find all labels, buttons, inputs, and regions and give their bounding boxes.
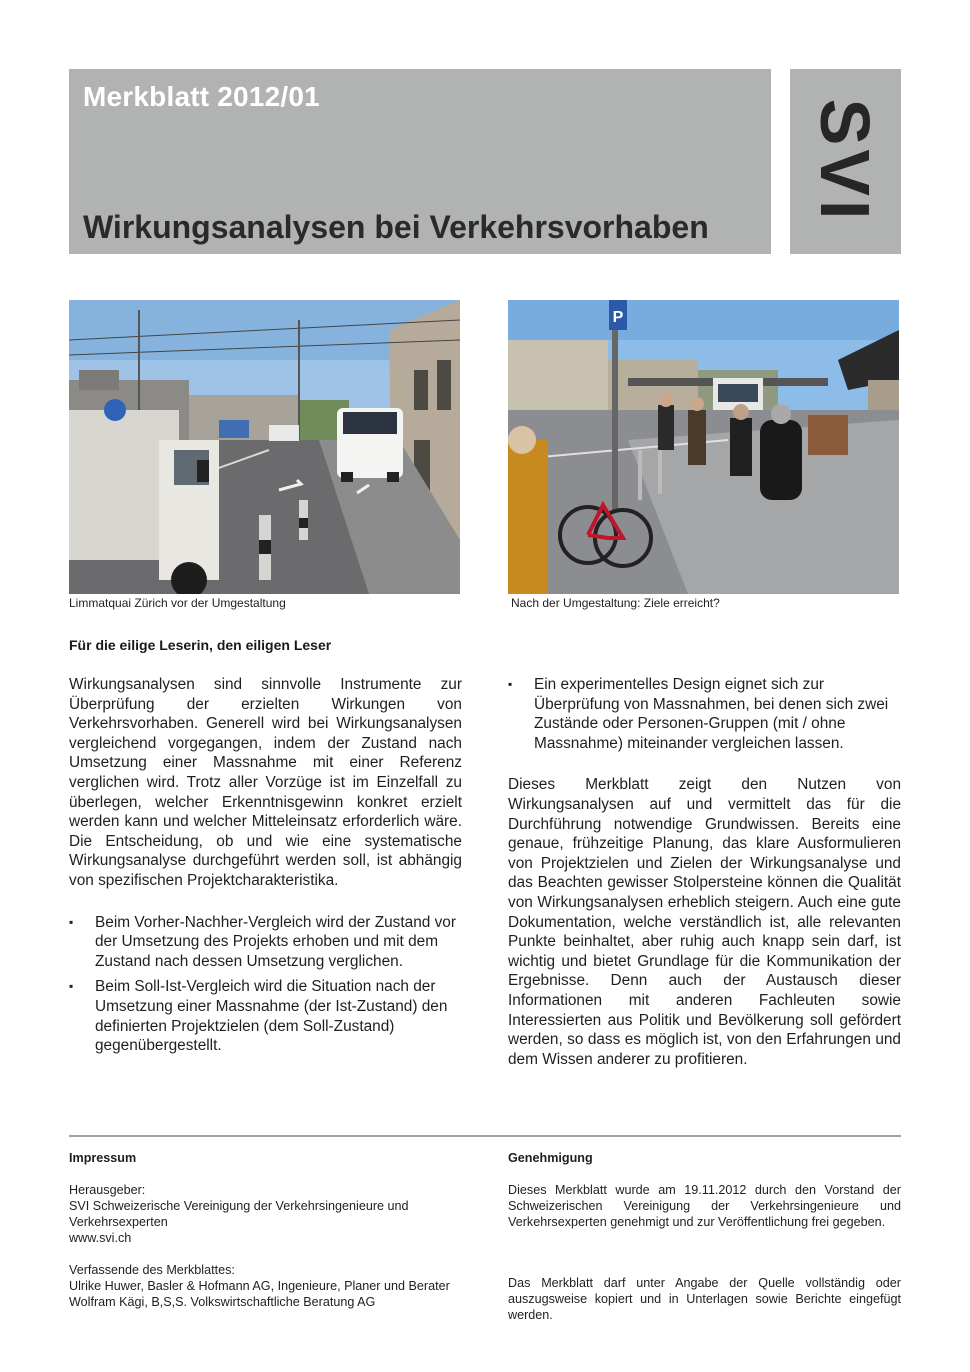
summary-left-paragraph: Wirkungsanalysen sind sinnvolle Instrumente zur Überprüfung der erzielten Wirkungen von Verkehrsvorhaben. Generell wird bei Wirkungsanalysen vergleichend vorgegangen, indem der Zustand nach Umsetzung einer Massnahme mit einer Referenz verglichen wird. Trotz aller Vorzüge ist im Einzelfall zu überlegen, welcher Erkenntnisgewinn konkret erzielt werden kann und welcher Mitteleinsatz erforderlich wäre. Die Entscheidung, ob und wie eine systematische Wirkungsanalyse durchgeführt werden soll, ist abhängig von spezifischen Projektcharakteristika. <box>69 676 462 889</box>
impressum-block <box>69 1150 462 1310</box>
method-bullet-list-right <box>508 675 901 753</box>
bullet-marker: ▪ <box>69 914 74 929</box>
publisher-label: Herausgeber: <box>69 1183 146 1197</box>
authors-label: Verfassende des Merkblattes: <box>69 1263 235 1277</box>
bullet-vorher-nachher <box>69 913 462 972</box>
website-link[interactable]: www.svi.ch <box>69 1231 132 1245</box>
genehmigung-heading: Genehmigung <box>508 1151 593 1165</box>
copy-permission-text: Das Merkblatt darf unter Angabe der Quelle vollständig oder auszugsweise kopiert und in Unterlagen sowie Berichte eingefügt werden. <box>508 1276 901 1322</box>
photo-left-caption: Limmatquai Zürich vor der Umgestaltung <box>69 596 286 610</box>
document-label: Merkblatt 2012/01 <box>83 81 320 112</box>
bullet-marker: ▪ <box>69 979 74 994</box>
svi-logo: SVI <box>806 98 884 224</box>
svg-text:P: P <box>612 309 624 326</box>
logo-box <box>790 69 901 254</box>
document-title: Wirkungsanalysen bei Verkehrsvorhaben <box>83 209 709 245</box>
bullet-soll-ist <box>69 977 462 1055</box>
summary-right-paragraph: Dieses Merkblatt zeigt den Nutzen von Wirkungsanalysen auf und vermittelt das für die Durchführung notwendige Grundwissen. Bereits eine genaue, frühzeitige Planung, das klare Ausformulieren von Projektzielen und Zielen der Wirkungsanalyse und das Beachten gewisser Stolpersteine können die Qualität von Wirkungsanalysen erheblich steigern. Auch eine gute Dokumentation, welche verständlich ist, alle relevanten Punkte beinhaltet, aber ruhig auch knapp sein darf, ist wichtig und bietet Grundlage für die Kommunikation der Ergebnisse. Denn auch der Austausch dieser Informationen mit anderen Fachleuten sowie Interessierten aus Politik und Bevölkerung soll gefördert werden, so dass es möglich ist, von den Erfahrungen und dem Wissen anderer zu profitieren. <box>508 776 901 1068</box>
summary-heading: Für die eilige Leserin, den eiligen Leser <box>69 637 332 653</box>
summary-left-column <box>69 675 462 1062</box>
bullet-experimentell <box>508 675 901 753</box>
genehmigung-block <box>508 1150 901 1230</box>
publisher-line-1: SVI Schweizerische Vereinigung der Verkehrsingenieure und <box>69 1199 409 1213</box>
summary-right-column <box>508 675 901 1069</box>
author-1: Ulrike Huwer, Basler & Hofmann AG, Ingenieure, Planer und Berater <box>69 1279 450 1293</box>
bullet-text: Beim Vorher-Nachher-Vergleich wird der Zustand vor der Umsetzung des Projekts erhoben und mit dem Zustand nach dessen Umsetzung verglichen. <box>95 913 456 970</box>
bullet-marker: ▪ <box>508 677 513 691</box>
publisher-line-2: Verkehrsexperten <box>69 1215 168 1229</box>
photo-right-caption: Nach der Umgestaltung: Ziele erreicht? <box>511 596 720 610</box>
impressum-heading: Impressum <box>69 1151 137 1165</box>
photo-before-redesign <box>69 300 460 594</box>
photo-after-redesign <box>508 300 899 594</box>
bullet-text: Ein experimentelles Design eignet sich zur Überprüfung von Massnahmen, bei denen sich zwei Zustände oder Personen-Gruppen (mit / ohne Massnahme) miteinander vergleichen lassen. <box>534 676 889 752</box>
footer-divider <box>69 1135 901 1137</box>
header-band <box>69 69 771 254</box>
author-2: Wolfram Kägi, B,S,S. Volkswirtschaftliche Beratung AG <box>69 1295 376 1309</box>
approval-text: Dieses Merkblatt wurde am 19.11.2012 durch den Vorstand der Schweizerischen Vereinigung der Verkehrsingenieure und Verkehrsexperten genehmigt und zur Veröffentlichung frei gegeben. <box>508 1183 901 1229</box>
method-bullet-list <box>69 913 462 1056</box>
bullet-text: Beim Soll-Ist-Vergleich wird die Situation nach der Umsetzung einer Massnahme (der Ist-Zustand) den definierten Projektzielen (dem Soll-Zustand) gegenübergestellt. <box>95 978 448 1055</box>
